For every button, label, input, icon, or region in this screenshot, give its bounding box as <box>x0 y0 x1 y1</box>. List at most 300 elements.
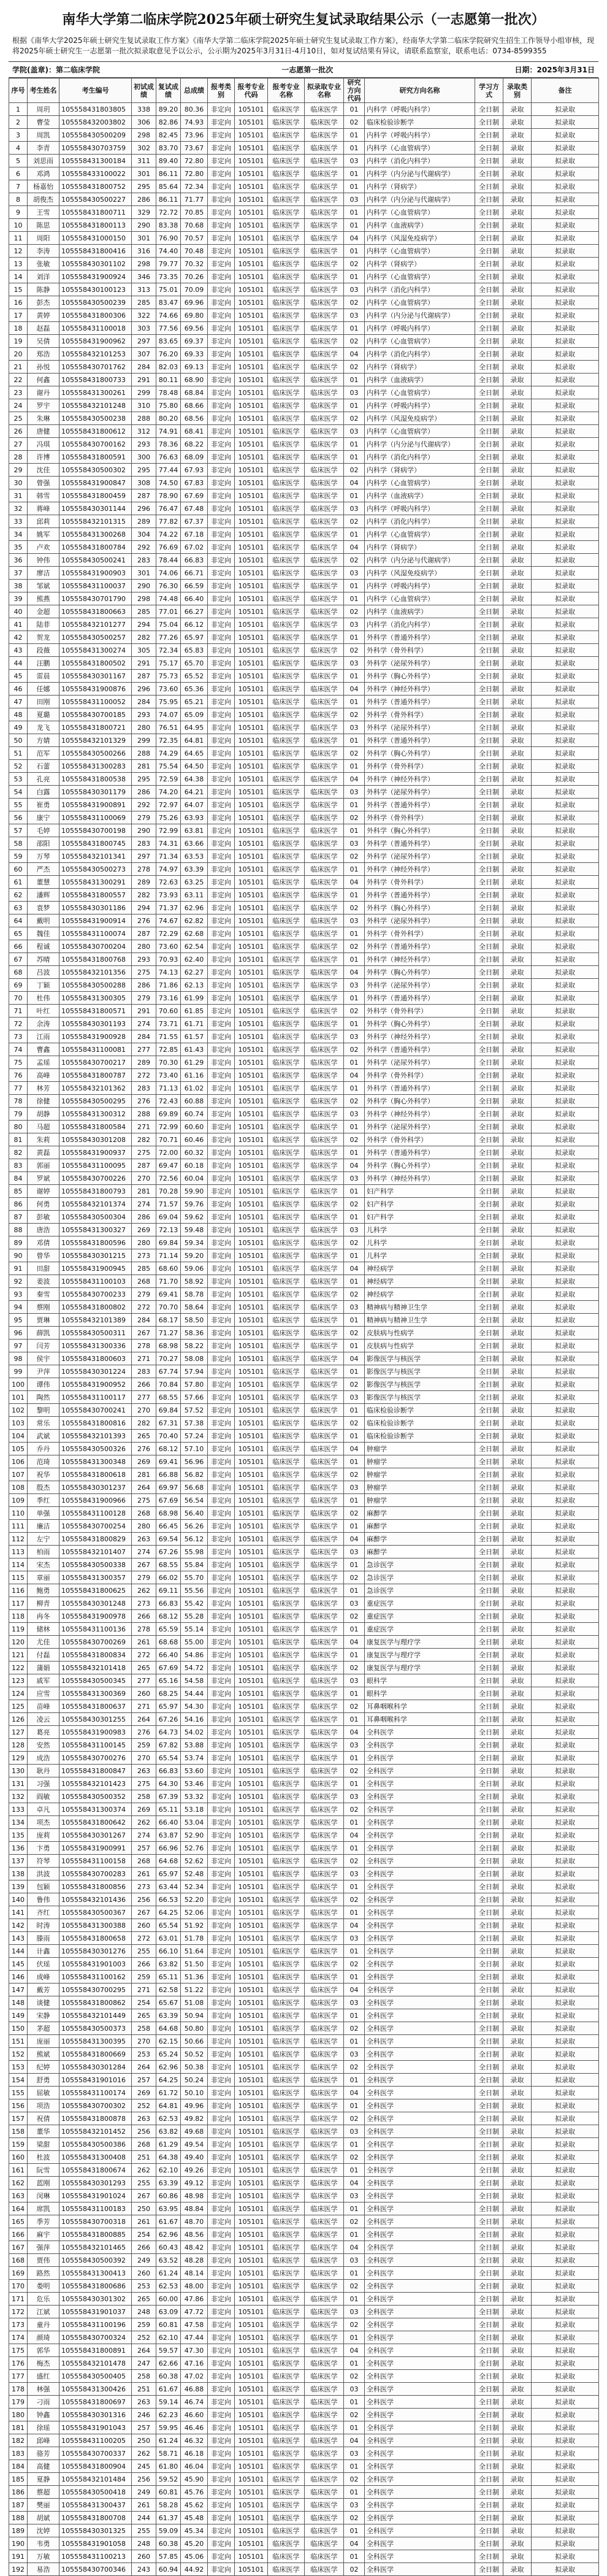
table-cell: 47.16 <box>181 2357 208 2370</box>
table-cell: 53.32 <box>181 1790 208 1803</box>
table-cell: 录取 <box>503 1340 532 1352</box>
table-cell: 61 <box>9 876 28 889</box>
table-cell: 105558431800745 <box>59 837 132 850</box>
table-cell: 02 <box>344 2512 365 2524</box>
table-cell: 拟录取 <box>532 1636 599 1649</box>
table-cell: 49.96 <box>181 2099 208 2112</box>
table-cell: 全科医学 <box>365 2267 475 2280</box>
table-cell: 临床医学 <box>268 863 305 876</box>
table-cell: 48.14 <box>181 2267 208 2280</box>
table-cell: 外科学（胸心外科学） <box>365 747 475 760</box>
table-cell: 105101 <box>235 1391 268 1404</box>
table-cell: 全日制 <box>475 502 503 515</box>
table-cell: 81 <box>9 1133 28 1146</box>
table-cell: 105558431800663 <box>59 605 132 618</box>
table-cell: 60.81 <box>156 2486 181 2499</box>
table-cell: 59.34 <box>181 1236 208 1249</box>
table-cell: 非定向 <box>208 2331 235 2344</box>
column-header: 研究方向名称 <box>365 79 475 103</box>
table-cell: 临床医学 <box>305 2087 344 2099</box>
table-cell: 临床医学 <box>305 103 344 116</box>
table-cell: 拟录取 <box>532 1095 599 1108</box>
table-cell: 18 <box>9 322 28 335</box>
table-cell: 273 <box>132 1249 156 1262</box>
table-cell: 录取 <box>503 1868 532 1880</box>
table-cell: 298 <box>132 258 156 270</box>
table-cell: 58.71 <box>156 2447 181 2460</box>
table-cell: 录取 <box>503 992 532 1005</box>
table-cell: 临床医学 <box>268 1378 305 1391</box>
table-cell: 录取 <box>503 953 532 966</box>
table-cell: 录取 <box>503 103 532 116</box>
table-cell: 105101 <box>235 515 268 528</box>
table-cell: 录取 <box>503 1765 532 1777</box>
table-cell: 65.97 <box>181 631 208 644</box>
table-cell: 拟录取 <box>532 2280 599 2293</box>
table-cell: 250 <box>132 2202 156 2215</box>
table-cell: 临床医学 <box>305 2383 344 2396</box>
table-cell: 拟录取 <box>532 180 599 193</box>
table-cell: 外科学（骨外科学） <box>365 876 475 889</box>
table-cell: 105558431800711 <box>59 206 132 219</box>
table-cell: 105101 <box>235 412 268 425</box>
table-cell: 非定向 <box>208 2344 235 2357</box>
table-cell: 临床医学 <box>268 1829 305 1842</box>
table-cell: 02 <box>344 2318 365 2331</box>
table-cell: 01 <box>344 270 365 283</box>
table-cell: 70.84 <box>156 1378 181 1391</box>
table-cell: 临床医学 <box>305 412 344 425</box>
table-cell: 105558431100136 <box>59 1623 132 1636</box>
table-row <box>9 1752 599 1765</box>
table-cell: 168 <box>9 2254 28 2267</box>
table-cell: 105558431900847 <box>59 477 132 489</box>
table-cell: 临床医学 <box>305 464 344 477</box>
table-cell: 录取 <box>503 1971 532 1984</box>
table-cell: 非定向 <box>208 2177 235 2190</box>
table-cell: 全日制 <box>475 940 503 953</box>
table-cell: 23 <box>9 386 28 399</box>
table-cell: 临床医学 <box>268 1739 305 1752</box>
table-cell: 武斌 <box>28 1430 59 1443</box>
table-cell: 临床医学 <box>305 1507 344 1520</box>
table-cell: 70.68 <box>181 219 208 232</box>
table-cell: 录取 <box>503 1043 532 1056</box>
table-cell: 105101 <box>235 1777 268 1790</box>
table-cell: 非定向 <box>208 1803 235 1816</box>
table-cell: 全日制 <box>475 1069 503 1082</box>
table-cell: 02 <box>344 2370 365 2383</box>
table-cell: 04 <box>344 966 365 979</box>
table-cell: 105558431300395 <box>59 2035 132 2048</box>
table-cell: 录取 <box>503 206 532 219</box>
table-cell: 汪鹏 <box>28 657 59 670</box>
table-cell: 300 <box>132 451 156 464</box>
table-cell: 02 <box>344 296 365 309</box>
table-cell: 76.30 <box>156 580 181 592</box>
table-cell: 275 <box>132 1494 156 1507</box>
table-cell: 04 <box>344 2087 365 2099</box>
table-cell: 75.17 <box>156 657 181 670</box>
table-cell: 01 <box>344 2138 365 2151</box>
column-header: 考生编号 <box>59 79 132 103</box>
table-cell: 全日制 <box>475 1133 503 1146</box>
table-row <box>9 2383 599 2396</box>
table-cell: 01 <box>344 889 365 902</box>
table-cell: 耿丹 <box>28 1765 59 1777</box>
table-cell: 65.52 <box>181 670 208 683</box>
table-cell: 全科医学 <box>365 1971 475 1984</box>
table-cell: 105558431800538 <box>59 773 132 786</box>
table-cell: 02 <box>344 708 365 721</box>
table-cell: 录取 <box>503 489 532 502</box>
table-cell: 临床医学 <box>305 1314 344 1327</box>
table-cell: 105101 <box>235 1558 268 1571</box>
table-cell: 录取 <box>503 1468 532 1481</box>
table-cell: 03 <box>344 979 365 992</box>
table-cell: 105101 <box>235 1056 268 1069</box>
table-cell: 63.11 <box>181 889 208 902</box>
table-cell: 拟录取 <box>532 1249 599 1262</box>
table-cell: 105558432101315 <box>59 515 132 528</box>
table-cell: 临床医学 <box>305 2112 344 2125</box>
table-cell: 内科学（内分泌与代谢病学） <box>365 193 475 206</box>
table-cell: 72.72 <box>156 206 181 219</box>
table-cell: 临床医学 <box>305 747 344 760</box>
table-cell: 李涛 <box>28 245 59 258</box>
table-cell: 01 <box>344 1082 365 1095</box>
table-cell: 70.57 <box>181 232 208 245</box>
table-cell: 录取 <box>503 1829 532 1842</box>
table-cell: 86 <box>9 1198 28 1211</box>
table-cell: 72.00 <box>156 1146 181 1159</box>
table-cell: 吕波 <box>28 966 59 979</box>
table-cell: 58.92 <box>181 1275 208 1288</box>
table-cell: 龙飞 <box>28 721 59 734</box>
table-cell: 全日制 <box>475 1958 503 1971</box>
table-cell: 105558431800856 <box>59 1880 132 1893</box>
table-cell: 63.39 <box>181 863 208 876</box>
table-cell: 02 <box>344 747 365 760</box>
table-cell: 鲍勇 <box>28 1584 59 1597</box>
table-cell: 拟录取 <box>532 2164 599 2177</box>
table-cell: 64.50 <box>181 760 208 773</box>
table-cell: 临床医学 <box>268 1005 305 1018</box>
table-cell: 1 <box>9 103 28 116</box>
table-cell: 105101 <box>235 1468 268 1481</box>
table-cell: 299 <box>132 386 156 399</box>
table-cell: 非定向 <box>208 1404 235 1417</box>
table-cell: 70.71 <box>156 1133 181 1146</box>
table-cell: 万琴 <box>28 850 59 863</box>
table-cell: 拟录取 <box>532 2370 599 2383</box>
table-cell: 非定向 <box>208 1571 235 1584</box>
table-cell: 72.35 <box>156 734 181 747</box>
table-cell: 287 <box>132 927 156 940</box>
table-cell: 105558431300348 <box>59 1455 132 1468</box>
table-cell: 105101 <box>235 2293 268 2306</box>
table-cell: 临床医学 <box>268 2061 305 2074</box>
table-cell: 53.60 <box>181 1765 208 1777</box>
table-cell: 48.28 <box>181 2254 208 2267</box>
table-cell: 麻醉学 <box>365 1507 475 1520</box>
table-cell: 录取 <box>503 2434 532 2447</box>
table-cell: 266 <box>132 1378 156 1391</box>
table-cell: 精神病与精神卫生学 <box>365 1301 475 1314</box>
table-cell: 录取 <box>503 2202 532 2215</box>
table-row <box>9 592 599 605</box>
table-cell: 59.57 <box>156 2344 181 2357</box>
table-cell: 全日制 <box>475 1520 503 1533</box>
table-cell: 拟录取 <box>532 1932 599 1945</box>
table-cell: 39 <box>9 592 28 605</box>
table-row <box>9 2293 599 2306</box>
table-cell: 259 <box>132 1971 156 1984</box>
table-cell: 65 <box>9 927 28 940</box>
table-cell: 内科学（内分泌与代谢病学） <box>365 554 475 567</box>
table-cell: 录取 <box>503 2151 532 2164</box>
table-cell: 03 <box>344 721 365 734</box>
table-cell: 录取 <box>503 1932 532 1945</box>
table-cell: 105558431100162 <box>59 1971 132 1984</box>
table-cell: 64.21 <box>181 786 208 799</box>
table-cell: 拟录取 <box>532 979 599 992</box>
table-cell: 50 <box>9 734 28 747</box>
table-row <box>9 1172 599 1185</box>
table-cell: 122 <box>9 1662 28 1674</box>
table-cell: 临床医学 <box>305 438 344 451</box>
table-cell: 非定向 <box>208 167 235 180</box>
table-cell: 255 <box>132 1945 156 1958</box>
table-cell: 26 <box>9 425 28 438</box>
table-cell: 拟录取 <box>532 1958 599 1971</box>
table-cell: 119 <box>9 1623 28 1636</box>
table-cell: 105558432101374 <box>59 1198 132 1211</box>
table-cell: 全日制 <box>475 979 503 992</box>
table-cell: 鲁伟 <box>28 1893 59 1906</box>
table-row <box>9 2048 599 2061</box>
table-cell: 临床医学 <box>305 1816 344 1829</box>
table-cell: 54.58 <box>181 1674 208 1687</box>
table-cell: 105101 <box>235 1082 268 1095</box>
table-cell: 拟录取 <box>532 1301 599 1314</box>
table-cell: 55.84 <box>181 1558 208 1571</box>
table-cell: 70.28 <box>156 1185 181 1198</box>
table-cell: 61.67 <box>156 2215 181 2228</box>
table-cell: 105101 <box>235 1146 268 1159</box>
table-cell: 3 <box>9 129 28 142</box>
table-cell: 外科学（神经外科学） <box>365 1108 475 1121</box>
table-cell: 录取 <box>503 618 532 631</box>
table-cell: 闵琳 <box>28 2190 59 2202</box>
table-cell: 105101 <box>235 142 268 155</box>
table-cell: 录取 <box>503 734 532 747</box>
table-cell: 儿科学 <box>365 1224 475 1236</box>
table-cell: 127 <box>9 1726 28 1739</box>
table-cell: 路然 <box>28 2267 59 2280</box>
table-cell: 全日制 <box>475 1816 503 1829</box>
table-cell: 249 <box>132 2486 156 2499</box>
table-cell: 50.52 <box>181 2048 208 2061</box>
table-cell: 59.06 <box>181 1262 208 1275</box>
table-cell: 邱莉 <box>28 515 59 528</box>
table-cell: 临床医学 <box>268 2293 305 2306</box>
table-row <box>9 1404 599 1417</box>
table-cell: 65.09 <box>181 708 208 721</box>
table-row <box>9 1520 599 1533</box>
table-cell: 全日制 <box>475 2254 503 2267</box>
table-cell: 孙悦 <box>28 361 59 374</box>
table-cell: 录取 <box>503 2357 532 2370</box>
table-cell: 33 <box>9 515 28 528</box>
table-cell: 275 <box>132 966 156 979</box>
table-cell: 全日制 <box>475 1932 503 1945</box>
table-cell: 45.76 <box>181 2486 208 2499</box>
table-cell: 临床医学 <box>305 180 344 193</box>
table-cell: 105101 <box>235 283 268 296</box>
table-cell: 临床医学 <box>305 451 344 464</box>
table-cell: 录取 <box>503 670 532 683</box>
table-cell: 105558430500304 <box>59 1211 132 1224</box>
table-cell: 174 <box>9 2331 28 2344</box>
table-cell: 临床医学 <box>305 541 344 554</box>
table-cell: 04 <box>344 1919 365 1932</box>
table-cell: 264 <box>132 1713 156 1726</box>
table-cell: 60.74 <box>181 1108 208 1121</box>
table-cell: 临床医学 <box>268 258 305 270</box>
table-cell: 临床医学 <box>305 219 344 232</box>
table-cell: 69.13 <box>181 361 208 374</box>
table-cell: 274 <box>132 1198 156 1211</box>
table-row <box>9 1571 599 1584</box>
table-cell: 非定向 <box>208 1649 235 1662</box>
table-cell: 01 <box>344 1185 365 1198</box>
table-row <box>9 2447 599 2460</box>
table-cell: 全日制 <box>475 837 503 850</box>
table-cell: 272 <box>132 1649 156 1662</box>
table-cell: 临床医学 <box>305 1558 344 1571</box>
table-cell: 258 <box>132 1790 156 1803</box>
table-cell: 拟录取 <box>532 270 599 283</box>
table-cell: 苏晴 <box>28 953 59 966</box>
table-cell: 105101 <box>235 1739 268 1752</box>
table-cell: 60.81 <box>156 2318 181 2331</box>
table-cell: 74.66 <box>156 309 181 322</box>
table-cell: 105558431900978 <box>59 1610 132 1623</box>
table-cell: 105558430700254 <box>59 1520 132 1533</box>
table-cell: 盛红 <box>28 2370 59 2383</box>
table-row <box>9 1687 599 1700</box>
table-cell: 258 <box>132 2022 156 2035</box>
table-cell: 神经病学 <box>365 1275 475 1288</box>
table-cell: 105558431100074 <box>59 927 132 940</box>
table-cell: 105558431100145 <box>59 1739 132 1752</box>
table-cell: 02 <box>344 1855 365 1868</box>
table-row <box>9 914 599 927</box>
table-cell: 临床医学 <box>305 296 344 309</box>
table-cell: 123 <box>9 1674 28 1687</box>
table-cell: 非定向 <box>208 1687 235 1700</box>
table-row <box>9 1211 599 1224</box>
table-cell: 录取 <box>503 129 532 142</box>
table-cell: 非定向 <box>208 1610 235 1623</box>
table-cell: 全科医学 <box>365 2447 475 2460</box>
table-cell: 165 <box>9 2215 28 2228</box>
table-cell: 拟录取 <box>532 953 599 966</box>
table-cell: 68.68 <box>156 1636 181 1649</box>
table-cell: 02 <box>344 2280 365 2293</box>
table-row <box>9 1610 599 1623</box>
table-cell: 临床医学 <box>305 902 344 914</box>
table-cell: 程诚 <box>28 940 59 953</box>
table-row <box>9 1700 599 1713</box>
table-cell: 全日制 <box>475 863 503 876</box>
table-cell: 临床医学 <box>268 1984 305 1996</box>
table-cell: 全日制 <box>475 1765 503 1777</box>
table-cell: 105101 <box>235 1790 268 1803</box>
table-cell: 临床医学 <box>305 1198 344 1211</box>
table-cell: 01 <box>344 2228 365 2241</box>
table-cell: 105558431800834 <box>59 1649 132 1662</box>
table-cell: 临床医学 <box>268 2280 305 2293</box>
table-cell: 105558431000150 <box>59 232 132 245</box>
table-cell: 75.26 <box>156 811 181 824</box>
table-cell: 47.72 <box>181 2306 208 2318</box>
table-cell: 68.55 <box>156 1558 181 1571</box>
table-cell: 166 <box>9 2228 28 2241</box>
table-cell: 全日制 <box>475 953 503 966</box>
table-cell: 105101 <box>235 1211 268 1224</box>
table-cell: 录取 <box>503 2087 532 2099</box>
table-cell: 拟录取 <box>532 773 599 786</box>
table-cell: 付磊 <box>28 1649 59 1662</box>
table-cell: 105101 <box>235 721 268 734</box>
table-cell: 170 <box>9 2280 28 2293</box>
table-row <box>9 2318 599 2331</box>
table-cell: 全日制 <box>475 2563 503 2576</box>
table-cell: 石蕾 <box>28 760 59 773</box>
table-cell: 50.94 <box>181 2009 208 2022</box>
table-cell: 105558431800557 <box>59 889 132 902</box>
table-cell: 105558431100213 <box>59 2550 132 2563</box>
table-cell: 68.98 <box>156 1340 181 1352</box>
table-cell: 影像医学与核医学 <box>365 1378 475 1391</box>
table-cell: 临床医学 <box>268 902 305 914</box>
table-cell: 全科医学 <box>365 2151 475 2164</box>
table-cell: 录取 <box>503 876 532 889</box>
table-cell: 105101 <box>235 696 268 708</box>
table-cell: 78.36 <box>156 438 181 451</box>
table-cell: 266 <box>132 1610 156 1623</box>
table-cell: 105101 <box>235 2473 268 2486</box>
table-cell: 02 <box>344 1288 365 1301</box>
table-cell: 临床医学 <box>268 1893 305 1906</box>
table-cell: 拟录取 <box>532 1855 599 1868</box>
table-cell: 临床医学 <box>305 657 344 670</box>
table-cell: 105101 <box>235 2138 268 2151</box>
table-cell: 临床医学 <box>305 631 344 644</box>
table-cell: 02 <box>344 258 365 270</box>
table-cell: 310 <box>132 399 156 412</box>
table-cell: 全科医学 <box>365 2061 475 2074</box>
table-cell: 临床医学 <box>305 1365 344 1378</box>
table-cell: 非定向 <box>208 1005 235 1018</box>
table-cell: 66.40 <box>156 1816 181 1829</box>
table-cell: 临床医学 <box>268 2306 305 2318</box>
table-cell: 03 <box>344 1996 365 2009</box>
table-cell: 105558430301102 <box>59 258 132 270</box>
table-cell: 169 <box>9 2267 28 2280</box>
